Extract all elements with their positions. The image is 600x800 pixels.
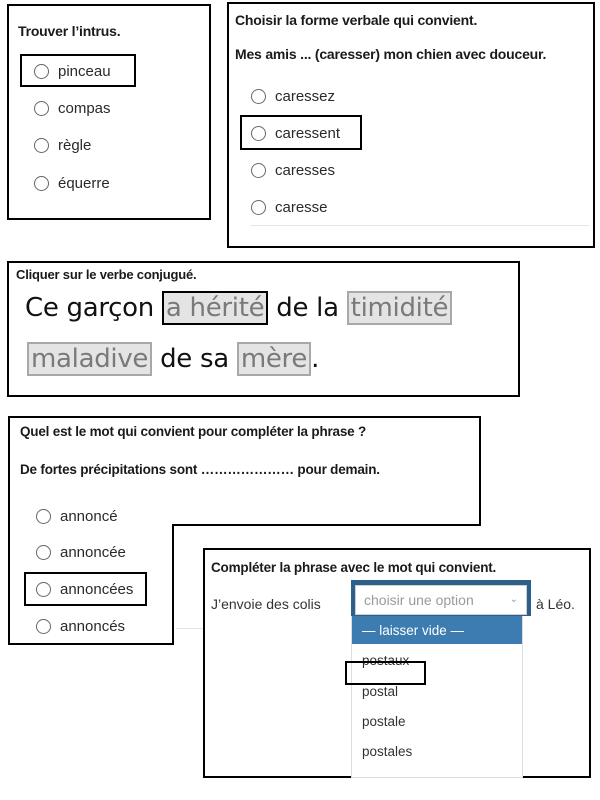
radio-icon[interactable] bbox=[251, 200, 266, 215]
word-a-herite[interactable]: a hérité bbox=[162, 291, 268, 325]
exercise-intrus-panel bbox=[7, 4, 211, 220]
select-frame bbox=[351, 580, 531, 616]
highlight-box bbox=[345, 661, 426, 685]
exercise-dropdown-panel bbox=[203, 548, 591, 778]
radio-icon[interactable] bbox=[36, 619, 51, 634]
sentence-after: à Léo. bbox=[536, 596, 575, 612]
dropdown-option-postale[interactable]: postale bbox=[362, 713, 406, 729]
dropdown-option-postales[interactable]: postales bbox=[362, 743, 413, 759]
option-annonce[interactable]: annoncé bbox=[36, 504, 118, 528]
question-title: Quel est le mot qui convient pour compléter la phrase ? bbox=[20, 424, 367, 439]
dropdown-list bbox=[351, 616, 523, 778]
option-equerre[interactable]: équerre bbox=[34, 171, 110, 195]
radio-icon[interactable] bbox=[36, 545, 51, 560]
chevron-down-icon: ⌄ bbox=[509, 594, 518, 605]
radio-icon[interactable] bbox=[251, 89, 266, 104]
option-annoncees[interactable]: annoncées bbox=[36, 577, 133, 601]
question-title: Trouver l’intrus. bbox=[18, 23, 121, 39]
sentence-line-2: maladive de sa mère . bbox=[27, 344, 319, 374]
sentence-line-1: Ce garçon a hérité de la timidité bbox=[25, 293, 452, 323]
radio-icon[interactable] bbox=[34, 138, 49, 153]
option-caressent[interactable]: caressent bbox=[251, 121, 340, 145]
radio-icon[interactable] bbox=[251, 126, 266, 141]
word-mere[interactable]: mère bbox=[237, 342, 311, 376]
radio-icon[interactable] bbox=[34, 176, 49, 191]
radio-icon[interactable] bbox=[251, 163, 266, 178]
option-compas[interactable]: compas bbox=[34, 96, 111, 120]
option-annoncee[interactable]: annoncée bbox=[36, 540, 126, 564]
exercise-click-verb-panel bbox=[7, 261, 520, 397]
option-select[interactable]: choisir une option ⌄ bbox=[355, 585, 527, 615]
sentence-before: J’envoie des colis bbox=[211, 596, 321, 612]
option-caresse[interactable]: caresse bbox=[251, 195, 328, 219]
question-title: Cliquer sur le verbe conjugué. bbox=[16, 267, 197, 282]
option-annonces[interactable]: annoncés bbox=[36, 614, 125, 638]
radio-icon[interactable] bbox=[34, 64, 49, 79]
question-prompt: Mes amis ... (caresser) mon chien avec douceur. bbox=[235, 46, 547, 62]
question-prompt: De fortes précipitations sont ………………… pour demain. bbox=[20, 462, 380, 477]
option-caresses[interactable]: caresses bbox=[251, 158, 335, 182]
radio-icon[interactable] bbox=[36, 582, 51, 597]
option-caressez[interactable]: caressez bbox=[251, 84, 335, 108]
dropdown-option-postal[interactable]: postal bbox=[362, 683, 399, 699]
exercise-verb-form-panel bbox=[227, 2, 595, 248]
dropdown-option-empty[interactable]: — laisser vide — bbox=[352, 616, 522, 644]
question-title: Compléter la phrase avec le mot qui convient. bbox=[211, 560, 497, 575]
dropdown-option-postaux[interactable]: postaux bbox=[362, 652, 410, 668]
divider bbox=[250, 225, 589, 226]
radio-icon[interactable] bbox=[36, 509, 51, 524]
word-maladive[interactable]: maladive bbox=[27, 342, 152, 376]
option-regle[interactable]: règle bbox=[34, 133, 91, 157]
option-pinceau[interactable]: pinceau bbox=[34, 59, 111, 83]
word-timidite[interactable]: timidité bbox=[347, 291, 453, 325]
radio-icon[interactable] bbox=[34, 101, 49, 116]
question-title: Choisir la forme verbale qui convient. bbox=[235, 12, 478, 28]
